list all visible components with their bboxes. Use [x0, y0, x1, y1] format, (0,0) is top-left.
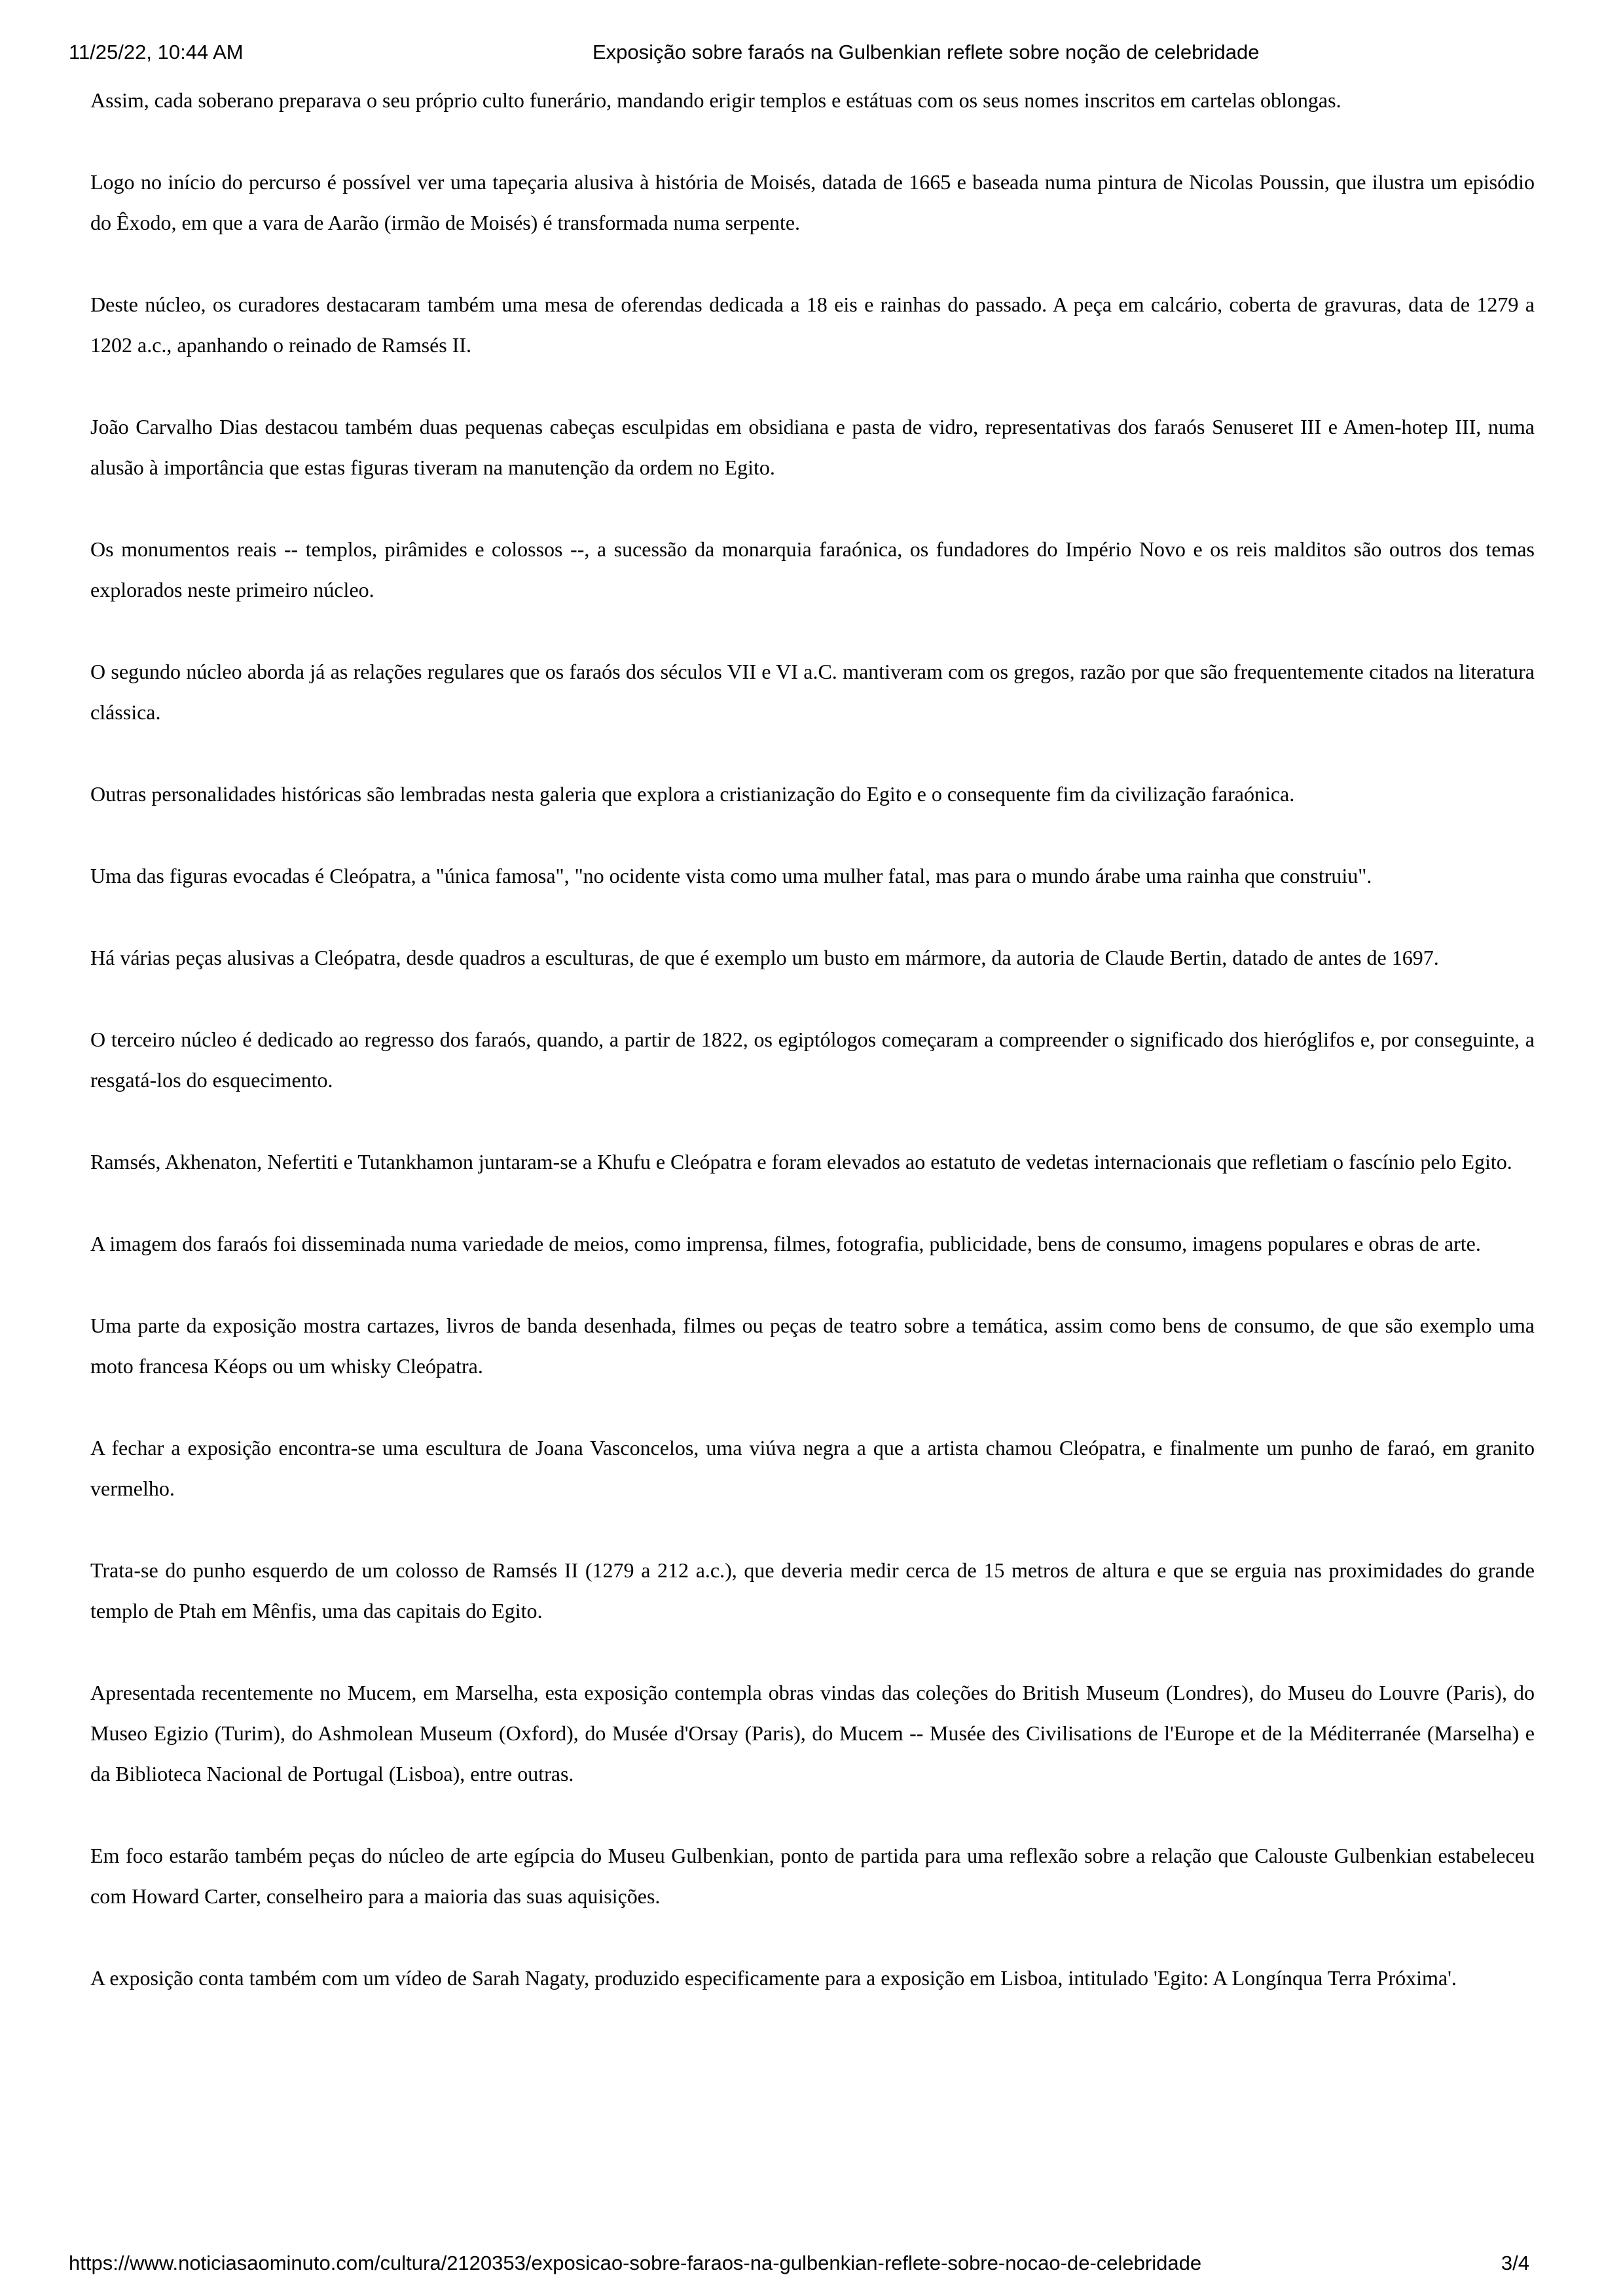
- article-paragraph: O segundo núcleo aborda já as relações regulares que os faraós dos séculos VII e VI a.C. mantiveram com os gregos, razão por que são frequentemente citados na literatura clássica.: [90, 660, 1535, 724]
- article-paragraph: Há várias peças alusivas a Cleópatra, desde quadros a esculturas, de que é exemplo um busto em mármore, da autoria de Claude Bertin, datado de antes de 1697.: [90, 946, 1439, 969]
- article-paragraph: Assim, cada soberano preparava o seu próprio culto funerário, mandando erigir templos e estátuas com os seus nomes inscritos em cartelas oblongas.: [90, 88, 1341, 112]
- page-number: 3/4: [1501, 2251, 1529, 2274]
- article-paragraph: A imagem dos faraós foi disseminada numa variedade de meios, como imprensa, filmes, fotografia, publicidade, bens de consumo, imagens populares e obras de arte.: [90, 1232, 1481, 1255]
- article-paragraph: João Carvalho Dias destacou também duas pequenas cabeças esculpidas em obsidiana e pasta de vidro, representativas dos faraós Senuseret III e Amen-hotep III, numa alusão à importância que estas figuras tiveram na manutenção da ordem no Egito.: [90, 415, 1535, 479]
- print-datetime: 11/25/22, 10:44 AM: [69, 41, 244, 63]
- article-paragraph: Deste núcleo, os curadores destacaram também uma mesa de oferendas dedicada a 18 eis e rainhas do passado. A peça em calcário, coberta de gravuras, data de 1279 a 1202 a.c., apanhando o reinado de Ramsés II.: [90, 293, 1535, 357]
- article-paragraph: Os monumentos reais -- templos, pirâmides e colossos --, a sucessão da monarquia faraónica, os fundadores do Império Novo e os reis malditos são outros dos temas explorados neste primeiro núcleo.: [90, 537, 1535, 601]
- article-body: [90, 80, 1535, 2039]
- article-paragraph: Trata-se do punho esquerdo de um colosso de Ramsés II (1279 a 212 a.c.), que deveria medir cerca de 15 metros de altura e que se erguia nas proximidades do grande templo de Ptah em Mênfis, uma das capitais do Egito.: [90, 1558, 1535, 1623]
- article-paragraph: Apresentada recentemente no Mucem, em Marselha, esta exposição contempla obras vindas das coleções do British Museum (Londres), do Museu do Louvre (Paris), do Museo Egizio (Turim), do Ashmolean Museum (Oxford), do Musée d'Orsay (Paris), do Mucem -- Musée des Civilisations de l'Europe et de la Méditerranée (Marselha) e da Biblioteca Nacional de Portugal (Lisboa), entre outras.: [90, 1681, 1535, 1785]
- page-title: Exposição sobre faraós na Gulbenkian reflete sobre noção de celebridade: [593, 41, 1260, 63]
- print-header: [0, 41, 1623, 67]
- print-footer: [0, 2251, 1623, 2278]
- article-paragraph: Ramsés, Akhenaton, Nefertiti e Tutankhamon juntaram-se a Khufu e Cleópatra e foram elevados ao estatuto de vedetas internacionais que refletiam o fascínio pelo Egito.: [90, 1150, 1512, 1174]
- article-paragraph: Em foco estarão também peças do núcleo de arte egípcia do Museu Gulbenkian, ponto de partida para uma reflexão sobre a relação que Calouste Gulbenkian estabeleceu com Howard Carter, conselheiro para a maioria das suas aquisições.: [90, 1844, 1535, 1908]
- source-url: https://www.noticiasaominuto.com/cultura/2120353/exposicao-sobre-faraos-na-gulbenkian-reflete-sobre-nocao-de-celebridade: [69, 2251, 1202, 2274]
- article-paragraph: O terceiro núcleo é dedicado ao regresso dos faraós, quando, a partir de 1822, os egiptólogos começaram a compreender o significado dos hieróglifos e, por conseguinte, a resgatá-los do esquecimento.: [90, 1028, 1535, 1092]
- article-paragraph: Uma parte da exposição mostra cartazes, livros de banda desenhada, filmes ou peças de teatro sobre a temática, assim como bens de consumo, de que são exemplo uma moto francesa Kéops ou um whisky Cleópatra.: [90, 1314, 1535, 1378]
- article-paragraph: A fechar a exposição encontra-se uma escultura de Joana Vasconcelos, uma viúva negra a que a artista chamou Cleópatra, e finalmente um punho de faraó, em granito vermelho.: [90, 1436, 1535, 1500]
- article-paragraph: A exposição conta também com um vídeo de Sarah Nagaty, produzido especificamente para a exposição em Lisboa, intitulado 'Egito: A Longínqua Terra Próxima'.: [90, 1966, 1457, 1990]
- article-paragraph: Outras personalidades históricas são lembradas nesta galeria que explora a cristianização do Egito e o consequente fim da civilização faraónica.: [90, 782, 1295, 806]
- article-paragraph: Logo no início do percurso é possível ver uma tapeçaria alusiva à história de Moisés, datada de 1665 e baseada numa pintura de Nicolas Poussin, que ilustra um episódio do Êxodo, em que a vara de Aarão (irmão de Moisés) é transformada numa serpente.: [90, 170, 1535, 234]
- article-paragraph: Uma das figuras evocadas é Cleópatra, a "única famosa", "no ocidente vista como uma mulher fatal, mas para o mundo árabe uma rainha que construiu".: [90, 864, 1372, 888]
